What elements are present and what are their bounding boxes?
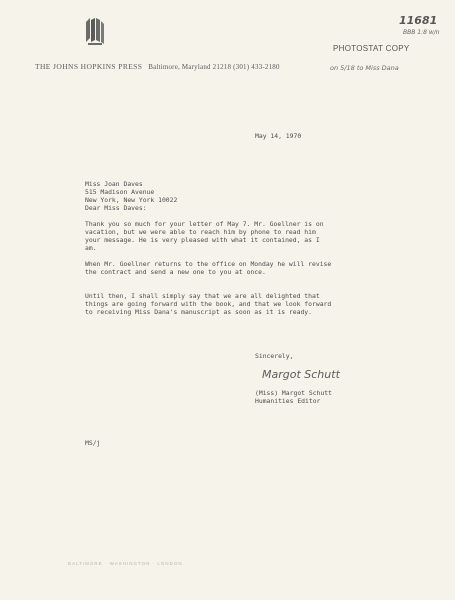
signer-name: (Miss) Margot Schutt [255,389,332,397]
typist-initials: MS/j [85,439,101,447]
letterhead [35,62,280,71]
salutation: Dear Miss Daves: [85,204,147,212]
signer-title: Humanities Editor [255,397,321,405]
letter-date: May 14, 1970 [255,132,302,140]
paragraph-line: Thank you so much for your letter of May 7. Mr. Goellner is on [85,220,324,228]
recipient-line: 515 Madison Avenue [85,188,155,196]
recipient-address [85,180,177,204]
paragraph-line: am. [85,244,97,252]
paragraph-line: to receiving Miss Dana's manuscript as soon as it is ready. [85,308,313,316]
recipient-line: Miss Joan Daves [85,180,143,188]
paragraph [85,292,331,316]
paragraph-line: Until then, I shall simply say that we are all delighted that [85,292,320,300]
paragraph-line: the contract and send a new one to you at once. [85,268,266,276]
press-address: Baltimore, Maryland 21218 (301) 433-2180 [148,63,280,71]
signer-block [255,389,332,405]
paragraph-line: your message. He is very pleased with what it contained, as I [85,236,320,244]
closing: Sincerely, [255,352,294,360]
signature: Margot Schutt [262,368,340,381]
paragraph-line: When Mr. Goellner returns to the office on Monday he will revise [85,260,332,268]
paragraph [85,220,324,252]
paragraph-line: things are going forward with the book, and that we look forward [85,300,332,308]
archive-number: 11681 [399,14,438,27]
footer-cities: BALTIMORE · WASHINGTON · LONDON [68,561,183,566]
paragraph-line: vacation, but we were able to reach him by phone to read him [85,228,316,236]
recipient-line: New York, New York 10022 [85,196,178,204]
photostat-stamp: PHOTOSTAT COPY [333,44,410,53]
paragraph [85,260,331,276]
press-name: THE JOHNS HOPKINS PRESS [35,62,143,71]
press-logo-icon [86,18,104,48]
archive-note: BBB 1:8 w/n [403,29,440,36]
photostat-note: on 5/18 to Miss Dana [330,64,399,72]
